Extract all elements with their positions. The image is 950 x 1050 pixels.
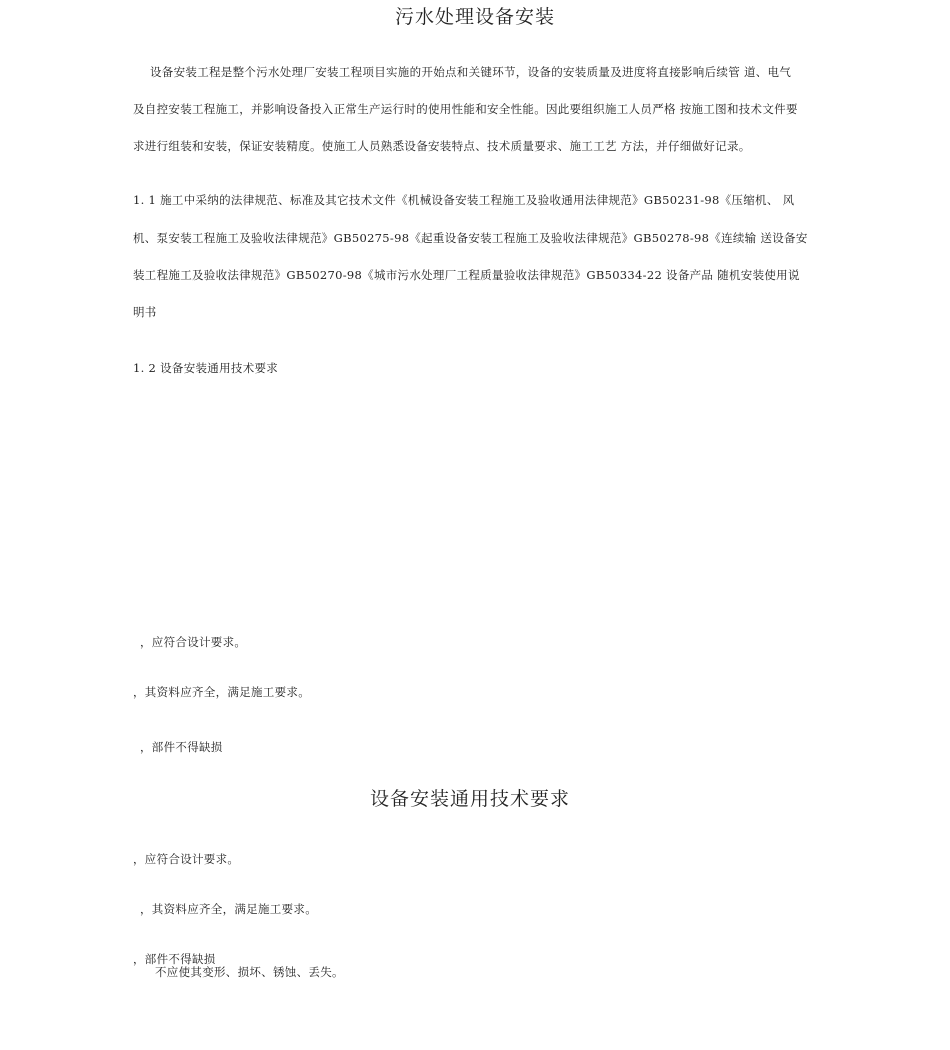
section-1-1-line-2: 机、泵安装工程施工及验收法律规范》GB50275-98《起重设备安装工程施工及验收法律规范》GB50278-98《连续输 送设备安 xyxy=(133,231,808,245)
fragment-a-1: ，应符合设计要求。 xyxy=(140,635,247,649)
section-1-1-line-3: 装工程施工及验收法律规范》GB50270-98《城市污水处理厂工程质量验收法律规范》GB50334-22 设备产品 随机安装使用说 xyxy=(133,268,800,282)
intro-line-3: 求进行组装和安装，保证安装精度。使施工人员熟悉设备安装特点、技术质量要求、施工工艺 方法，并仔细做好记录。 xyxy=(133,139,751,153)
fragment-b-2: ，其资料应齐全，满足施工要求。 xyxy=(140,902,317,916)
intro-line-1: 设备安装工程是整个污水处理厂安装工程项目实施的开始点和关键环节，设备的安装质量及进度将直接影响后续管 道、电气 xyxy=(150,65,792,79)
section-1-1-line-1: 1. 1 施工中采纳的法律规范、标准及其它技术文件《机械设备安装工程施工及验收通用法律规范》GB50231-98《压缩机、 风 xyxy=(133,193,795,207)
section-1-2-heading: 1. 2 设备安装通用技术要求 xyxy=(133,361,279,375)
fragment-b-3: ，部件不得缺损 xyxy=(133,952,216,966)
fragment-a-3: ，部件不得缺损 xyxy=(140,740,223,754)
intro-line-2: 及自控安装工程施工，并影响设备投入正常生产运行时的使用性能和安全性能。因此要组织施工人员严格 按施工图和技术文件要 xyxy=(133,102,798,116)
fragment-b-4: 不应使其变形、损坏、锈蚀、丢失。 xyxy=(155,965,344,979)
document-title: 污水处理设备安装 xyxy=(394,6,555,28)
section-subtitle: 设备安装通用技术要求 xyxy=(369,788,570,810)
section-1-1-line-4: 明书 xyxy=(133,305,157,319)
fragment-b-1: ，应符合设计要求。 xyxy=(133,852,240,866)
fragment-a-2: ，其资料应齐全，满足施工要求。 xyxy=(133,685,310,699)
